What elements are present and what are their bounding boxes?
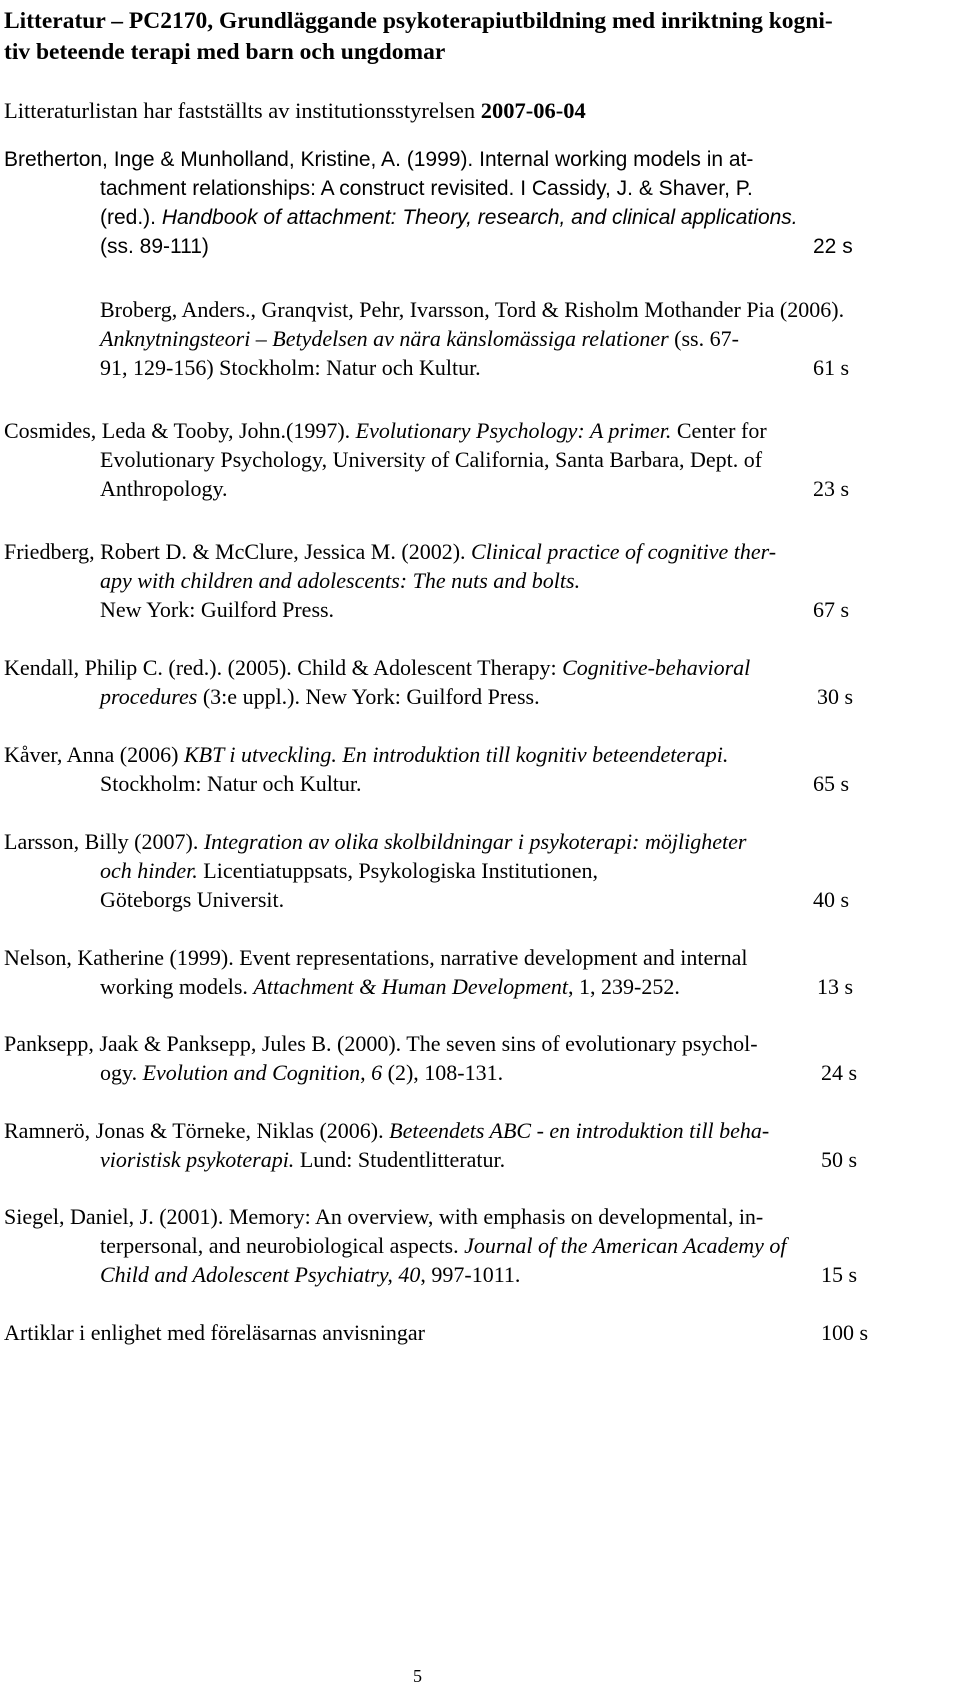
reference-text: Artiklar i enlighet med föreläsarnas anvisningar <box>4 1320 425 1345</box>
reference-line <box>4 1260 939 1289</box>
reference-title: Beteendets ABC - en introduktion till beha- <box>389 1118 770 1143</box>
reference-volume: 6 <box>371 1060 383 1085</box>
reference-title: Evolutionary Psychology: A primer. <box>355 418 672 443</box>
reference-entry <box>4 653 939 711</box>
reference-line <box>4 474 939 503</box>
reference-entry <box>4 295 939 382</box>
title-line-2: tiv beteende terapi med barn och ungdomar <box>4 39 446 65</box>
reference-line <box>4 353 939 382</box>
reference-line <box>4 595 939 624</box>
reference-line <box>4 1116 939 1145</box>
reference-text: Friedberg, Robert D. & McClure, Jessica M. (2002). <box>4 539 472 564</box>
reference-title: vioristisk psykoterapi. <box>100 1147 295 1172</box>
reference-line <box>4 682 939 711</box>
reference-title: Cognitive-behavioral <box>562 655 751 680</box>
reference-title: Handbook of attachment: Theory, research, and clinical applications. <box>161 206 798 229</box>
reference-line <box>4 1318 939 1347</box>
reference-line <box>4 324 939 353</box>
reference-line <box>4 1058 939 1087</box>
reference-line <box>4 445 939 474</box>
page-count: 67 s <box>813 597 850 622</box>
page-count: 100 s <box>821 1320 869 1345</box>
reference-title: och hinder. <box>100 858 198 883</box>
reference-line <box>4 145 939 174</box>
reference-text: Stockholm: Natur och Kultur. <box>100 771 362 796</box>
reference-text: Göteborgs Universit. <box>100 887 285 912</box>
reference-line <box>4 416 939 445</box>
reference-text: Evolutionary Psychology, University of California, Santa Barbara, Dept. of <box>100 447 763 472</box>
reference-text: (ss. 89-111) <box>100 235 209 258</box>
page-count: 22 s <box>813 235 853 258</box>
page-count: 15 s <box>821 1262 858 1287</box>
reference-title: Integration av olika skolbildningar i psykoterapi: möjligheter <box>203 829 747 854</box>
page-count: 23 s <box>813 476 850 501</box>
subtitle-text: Litteraturlistan har fastställts av institutionsstyrelsen <box>4 98 481 123</box>
page-count: 13 s <box>817 974 854 999</box>
reference-line <box>4 653 939 682</box>
reference-line <box>4 566 939 595</box>
reference-entry <box>4 1318 939 1347</box>
subtitle-date: 2007-06-04 <box>480 98 586 123</box>
reference-line <box>4 827 939 856</box>
reference-line <box>4 769 939 798</box>
reference-line <box>4 203 939 232</box>
reference-text: (3:e uppl.). New York: Guilford Press. <box>197 684 540 709</box>
reference-line <box>4 1145 939 1174</box>
page-count: 40 s <box>813 887 850 912</box>
page-title <box>4 6 954 68</box>
reference-entry <box>4 740 939 798</box>
reference-line <box>4 1029 939 1058</box>
reference-text: (red.). <box>100 206 162 229</box>
reference-text: Anthropology. <box>100 476 228 501</box>
reference-title: Evolution and Cognition <box>142 1060 361 1085</box>
reference-text: Panksepp, Jaak & Panksepp, Jules B. (2000). The seven sins of evolutionary psychol- <box>4 1031 758 1056</box>
reference-text: Cosmides, Leda & Tooby, John.(1997). <box>4 418 356 443</box>
reference-line <box>4 174 939 203</box>
page-count: 61 s <box>813 355 850 380</box>
reference-entry <box>4 145 939 261</box>
reference-line <box>4 972 939 1001</box>
reference-title: Clinical practice of cognitive ther- <box>471 539 777 564</box>
page-number: 5 <box>413 1666 422 1686</box>
reference-entry <box>4 827 939 914</box>
reference-line <box>4 1231 939 1260</box>
reference-entry <box>4 1202 939 1289</box>
reference-text: Kåver, Anna (2006) <box>4 742 184 767</box>
reference-title: procedures <box>100 684 198 709</box>
reference-entry <box>4 1029 939 1087</box>
reference-text: , 1, 239-252. <box>568 974 680 999</box>
reference-entry <box>4 943 939 1001</box>
reference-text: New York: Guilford Press. <box>100 597 335 622</box>
reference-text: Larsson, Billy (2007). <box>4 829 204 854</box>
reference-line <box>4 1202 939 1231</box>
reference-entry <box>4 416 939 503</box>
page-count: 65 s <box>813 771 850 796</box>
reference-text: Kendall, Philip C. (red.). (2005). Child & Adolescent Therapy: <box>4 655 563 680</box>
reference-text: tachment relationships: A construct revisited. I Cassidy, J. & Shaver, P. <box>100 177 753 200</box>
reference-text: Bretherton, Inge & Munholland, Kristine, A. (1999). Internal working models in at- <box>4 148 754 171</box>
reference-text: Lund: Studentlitteratur. <box>294 1147 506 1172</box>
reference-text: (2), 108-131. <box>382 1060 504 1085</box>
reference-line <box>4 943 939 972</box>
reference-title: Child and Adolescent Psychiatry, 40 <box>100 1262 421 1287</box>
reference-text: 91, 129-156) Stockholm: Natur och Kultur. <box>100 355 481 380</box>
reference-text: Siegel, Daniel, J. (2001). Memory: An overview, with emphasis on developmental, in- <box>4 1204 764 1229</box>
reference-line <box>4 740 939 769</box>
reference-text: Ramnerö, Jonas & Törneke, Niklas (2006). <box>4 1118 390 1143</box>
reference-title: KBT i utveckling. En introduktion till kognitiv beteendeterapi. <box>183 742 729 767</box>
reference-title: apy with children and adolescents: The nuts and bolts. <box>100 568 581 593</box>
reference-text: , 997-1011. <box>420 1262 521 1287</box>
reference-line <box>4 537 939 566</box>
reference-line <box>4 295 939 324</box>
title-line-1: Litteratur – PC2170, Grundläggande psykoterapiutbildning med inriktning kogni- <box>4 8 833 34</box>
reference-line <box>4 856 939 885</box>
reference-text: ogy. <box>100 1060 143 1085</box>
subtitle <box>4 96 586 126</box>
reference-text: (ss. 67- <box>668 326 739 351</box>
reference-title: Attachment & Human Development <box>253 974 569 999</box>
reference-text: terpersonal, and neurobiological aspects. <box>100 1233 465 1258</box>
reference-entry <box>4 537 939 624</box>
reference-title: Journal of the American Academy of <box>464 1233 787 1258</box>
reference-text: working models. <box>100 974 254 999</box>
page-count: 30 s <box>817 684 854 709</box>
reference-entry <box>4 1116 939 1174</box>
reference-title: Anknytningsteori – Betydelsen av nära känslomässiga relationer <box>100 326 669 351</box>
page-count: 24 s <box>821 1060 858 1085</box>
reference-text: Nelson, Katherine (1999). Event representations, narrative development and internal <box>4 945 748 970</box>
reference-line <box>4 232 939 261</box>
reference-text: Broberg, Anders., Granqvist, Pehr, Ivarsson, Tord & Risholm Mothander Pia (2006). <box>100 297 845 322</box>
reference-line <box>4 885 939 914</box>
reference-text: Licentiatuppsats, Psykologiska Institutionen, <box>197 858 599 883</box>
reference-text: , <box>360 1060 372 1085</box>
page-count: 50 s <box>821 1147 858 1172</box>
reference-text: Center for <box>671 418 767 443</box>
